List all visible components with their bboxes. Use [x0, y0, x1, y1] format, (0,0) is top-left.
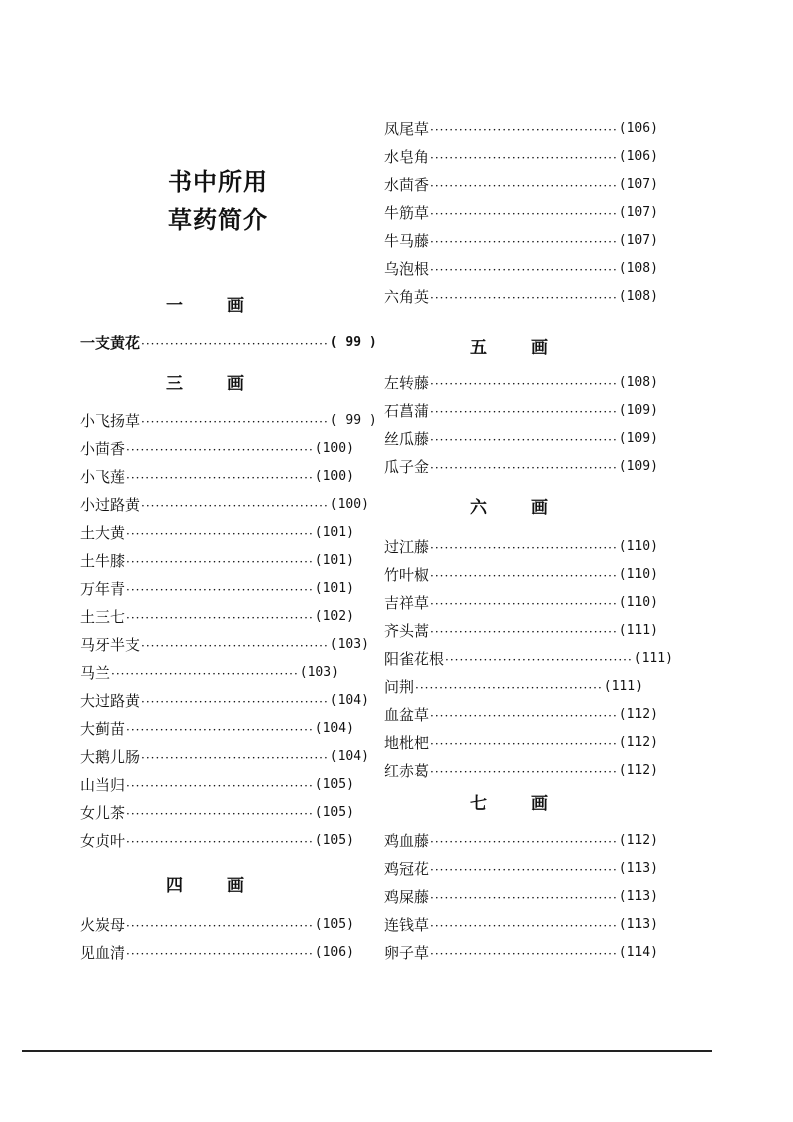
toc-entry-leader: ·······································: [430, 625, 618, 639]
toc-entry: [80, 688, 369, 710]
toc-entry-name: 火炭母: [80, 916, 126, 934]
toc-entry-leader: ·······································: [430, 737, 618, 751]
toc-entry-leader: ·······································: [126, 555, 314, 569]
toc-entry-page: (100): [314, 469, 354, 484]
toc-entry-leader: ·······································: [430, 377, 618, 391]
toc-entry: [80, 828, 354, 850]
toc-entry-name: 左转藤: [384, 374, 430, 392]
toc-entry-name: 小飞莲: [80, 468, 126, 486]
toc-entry-name: 红赤葛: [384, 762, 430, 780]
toc-entry-name: 水皂角: [384, 148, 430, 166]
toc-entry-page: (114): [618, 945, 658, 960]
stroke-heading-unit: 画: [531, 498, 548, 518]
toc-entry-page: (106): [618, 149, 658, 164]
stroke-heading-number: 三: [166, 374, 183, 394]
toc-entry-leader: ·······································: [126, 583, 314, 597]
toc-entry-page: (105): [314, 805, 354, 820]
title-line-1: 书中所用: [168, 167, 268, 196]
toc-entry: [80, 520, 354, 542]
toc-entry-page: (111): [618, 623, 658, 638]
toc-entry-name: 牛筋草: [384, 204, 430, 222]
stroke-heading-unit: 画: [227, 296, 244, 316]
toc-entry: [384, 702, 658, 724]
toc-entry: [384, 116, 658, 138]
toc-entry-page: (105): [314, 777, 354, 792]
toc-entry-page: (112): [618, 707, 658, 722]
toc-entry: [384, 940, 658, 962]
toc-entry: [384, 370, 658, 392]
toc-entry-leader: ·······································: [430, 541, 618, 555]
toc-entry-leader: ·······································: [141, 499, 329, 513]
stroke-heading-unit: 画: [531, 794, 548, 814]
toc-entry-name: 小茴香: [80, 440, 126, 458]
toc-entry-page: (113): [618, 889, 658, 904]
toc-entry-leader: ·······································: [415, 681, 603, 695]
toc-entry-name: 鸡血藤: [384, 832, 430, 850]
bottom-rule: [22, 1050, 712, 1052]
toc-entry-leader: ·······································: [430, 123, 618, 137]
toc-entry: [80, 912, 354, 934]
toc-entry-leader: ·······································: [126, 723, 314, 737]
toc-entry-name: 大鹅儿肠: [80, 748, 141, 766]
toc-entry-name: 女儿茶: [80, 804, 126, 822]
toc-entry-name: 大蓟苗: [80, 720, 126, 738]
toc-entry-leader: ·······································: [430, 235, 618, 249]
toc-entry: [384, 730, 658, 752]
toc-entry: [384, 674, 643, 696]
toc-entry-leader: ·······································: [430, 461, 618, 475]
stroke-heading-number: 一: [166, 296, 183, 316]
toc-entry-name: 过江藤: [384, 538, 430, 556]
toc-entry-leader: ·······································: [430, 891, 618, 905]
toc-entry-page: (111): [633, 651, 673, 666]
toc-entry-leader: ·······································: [126, 471, 314, 485]
stroke-heading: [384, 792, 634, 816]
toc-entry: [384, 172, 658, 194]
toc-entry-name: 丝瓜藤: [384, 430, 430, 448]
toc-entry-page: (108): [618, 289, 658, 304]
toc-entry-page: (107): [618, 233, 658, 248]
toc-entry-leader: ·······································: [430, 597, 618, 611]
toc-entry-name: 一支黄花: [80, 334, 141, 352]
toc-entry-page: (107): [618, 205, 658, 220]
toc-entry-name: 万年青: [80, 580, 126, 598]
toc-entry-leader: ·······································: [430, 405, 618, 419]
title-line-2: 草药简介: [168, 205, 268, 234]
toc-entry: [384, 284, 658, 306]
toc-entry-page: (100): [314, 441, 354, 456]
toc-entry-name: 土大黄: [80, 524, 126, 542]
toc-entry-page: (103): [299, 665, 339, 680]
toc-entry-leader: ·······································: [430, 765, 618, 779]
toc-entry: [80, 548, 354, 570]
toc-entry-leader: ·······································: [430, 863, 618, 877]
toc-entry-name: 竹叶椒: [384, 566, 430, 584]
toc-entry-page: (100): [329, 497, 369, 512]
toc-entry-page: (112): [618, 833, 658, 848]
stroke-heading-unit: 画: [531, 338, 548, 358]
toc-entry: [384, 590, 658, 612]
toc-entry-name: 石菖蒲: [384, 402, 430, 420]
toc-entry-name: 乌泡根: [384, 260, 430, 278]
toc-entry-name: 连钱草: [384, 916, 430, 934]
toc-entry: [384, 884, 658, 906]
toc-entry-page: (105): [314, 833, 354, 848]
toc-entry-name: 问荆: [384, 678, 415, 696]
toc-entry-name: 齐头蒿: [384, 622, 430, 640]
stroke-heading-number: 四: [166, 876, 183, 896]
toc-entry: [80, 492, 369, 514]
toc-entry-page: (103): [329, 637, 369, 652]
toc-entry-page: (101): [314, 581, 354, 596]
toc-entry: [80, 940, 354, 962]
toc-entry-page: (112): [618, 735, 658, 750]
toc-entry-name: 土牛膝: [80, 552, 126, 570]
toc-entry-page: (113): [618, 917, 658, 932]
toc-entry-name: 山当归: [80, 776, 126, 794]
toc-entry-leader: ·······································: [126, 443, 314, 457]
toc-entry-page: (106): [618, 121, 658, 136]
toc-entry-name: 马牙半支: [80, 636, 141, 654]
toc-entry: [80, 660, 339, 682]
toc-entry-leader: ·······································: [126, 527, 314, 541]
toc-entry-leader: ·······································: [126, 611, 314, 625]
toc-entry-page: (101): [314, 553, 354, 568]
toc-entry: [80, 464, 354, 486]
stroke-heading: [80, 372, 330, 396]
stroke-heading-number: 六: [470, 498, 487, 518]
toc-entry-leader: ·······································: [126, 779, 314, 793]
toc-entry-page: (105): [314, 917, 354, 932]
toc-entry-name: 血盆草: [384, 706, 430, 724]
stroke-heading: [384, 336, 634, 360]
toc-entry: [80, 576, 354, 598]
toc-entry: [80, 772, 354, 794]
toc-entry: [384, 618, 658, 640]
toc-entry-name: 马兰: [80, 664, 111, 682]
toc-entry-leader: ·······································: [111, 667, 299, 681]
toc-entry-leader: ·······································: [141, 639, 329, 653]
toc-entry-name: 女贞叶: [80, 832, 126, 850]
toc-entry-page: ( 99 ): [329, 413, 377, 428]
toc-entry: [80, 408, 377, 430]
toc-entry-page: (110): [618, 567, 658, 582]
toc-entry-page: (106): [314, 945, 354, 960]
toc-entry: [384, 398, 658, 420]
toc-entry-name: 鸡屎藤: [384, 888, 430, 906]
stroke-heading-unit: 画: [227, 374, 244, 394]
toc-entry-page: (109): [618, 431, 658, 446]
toc-entry: [80, 800, 354, 822]
toc-entry-name: 六角英: [384, 288, 430, 306]
toc-entry: [384, 534, 658, 556]
toc-entry-leader: ·······································: [430, 919, 618, 933]
stroke-heading-unit: 画: [227, 876, 244, 896]
toc-entry-leader: ·······································: [126, 947, 314, 961]
toc-entry-name: 吉祥草: [384, 594, 430, 612]
toc-entry: [384, 646, 673, 668]
stroke-heading: [80, 294, 330, 318]
toc-entry-name: 瓜子金: [384, 458, 430, 476]
toc-entry-page: (110): [618, 539, 658, 554]
stroke-heading: [80, 874, 330, 898]
toc-entry-page: ( 99 ): [329, 335, 377, 350]
toc-entry-leader: ·······································: [430, 179, 618, 193]
toc-entry-page: (110): [618, 595, 658, 610]
toc-entry-name: 卵子草: [384, 944, 430, 962]
toc-entry-leader: ·······································: [141, 337, 329, 351]
toc-entry-page: (104): [329, 693, 369, 708]
toc-entry-page: (108): [618, 375, 658, 390]
toc-entry-leader: ·······································: [126, 919, 314, 933]
toc-entry: [384, 228, 658, 250]
toc-entry-leader: ·······································: [430, 947, 618, 961]
toc-entry: [80, 744, 369, 766]
toc-entry-leader: ·······································: [141, 695, 329, 709]
stroke-heading-number: 七: [470, 794, 487, 814]
toc-entry: [80, 716, 354, 738]
toc-entry-page: (109): [618, 403, 658, 418]
toc-entry-leader: ·······································: [430, 835, 618, 849]
toc-entry-page: (102): [314, 609, 354, 624]
toc-entry-name: 大过路黄: [80, 692, 141, 710]
toc-entry-page: (101): [314, 525, 354, 540]
toc-entry-leader: ·······································: [445, 653, 633, 667]
toc-entry-page: (109): [618, 459, 658, 474]
toc-entry-name: 小飞扬草: [80, 412, 141, 430]
toc-entry-leader: ·······································: [141, 751, 329, 765]
toc-entry-name: 凤尾草: [384, 120, 430, 138]
toc-entry: [80, 632, 369, 654]
toc-entry: [80, 436, 354, 458]
toc-entry-name: 地枇杷: [384, 734, 430, 752]
toc-entry-page: (104): [329, 749, 369, 764]
toc-entry-leader: ·······································: [141, 415, 329, 429]
toc-entry: [384, 454, 658, 476]
toc-entry-leader: ·······································: [430, 151, 618, 165]
toc-entry: [80, 330, 377, 352]
toc-entry-leader: ·······································: [430, 291, 618, 305]
stroke-heading: [384, 496, 634, 520]
toc-entry-leader: ·······································: [430, 263, 618, 277]
toc-entry-name: 水茴香: [384, 176, 430, 194]
toc-entry: [384, 200, 658, 222]
toc-entry-leader: ·······································: [430, 709, 618, 723]
toc-entry: [80, 604, 354, 626]
toc-entry-leader: ·······································: [430, 569, 618, 583]
toc-entry-name: 鸡冠花: [384, 860, 430, 878]
toc-entry-page: (104): [314, 721, 354, 736]
toc-entry-page: (112): [618, 763, 658, 778]
toc-entry: [384, 912, 658, 934]
toc-entry-name: 土三七: [80, 608, 126, 626]
toc-entry-leader: ·······································: [430, 207, 618, 221]
toc-entry-page: (113): [618, 861, 658, 876]
stroke-heading-number: 五: [470, 338, 487, 358]
toc-entry: [384, 144, 658, 166]
toc-entry-page: (111): [603, 679, 643, 694]
toc-entry: [384, 426, 658, 448]
toc-entry-name: 小过路黄: [80, 496, 141, 514]
toc-entry: [384, 828, 658, 850]
toc-entry: [384, 856, 658, 878]
toc-entry-page: (107): [618, 177, 658, 192]
toc-entry-leader: ·······································: [126, 835, 314, 849]
toc-entry-leader: ·······································: [126, 807, 314, 821]
toc-entry: [384, 758, 658, 780]
toc-entry: [384, 562, 658, 584]
toc-entry-page: (108): [618, 261, 658, 276]
toc-entry-name: 阳雀花根: [384, 650, 445, 668]
toc-entry: [384, 256, 658, 278]
toc-entry-name: 牛马藤: [384, 232, 430, 250]
toc-entry-leader: ·······································: [430, 433, 618, 447]
toc-entry-name: 见血清: [80, 944, 126, 962]
